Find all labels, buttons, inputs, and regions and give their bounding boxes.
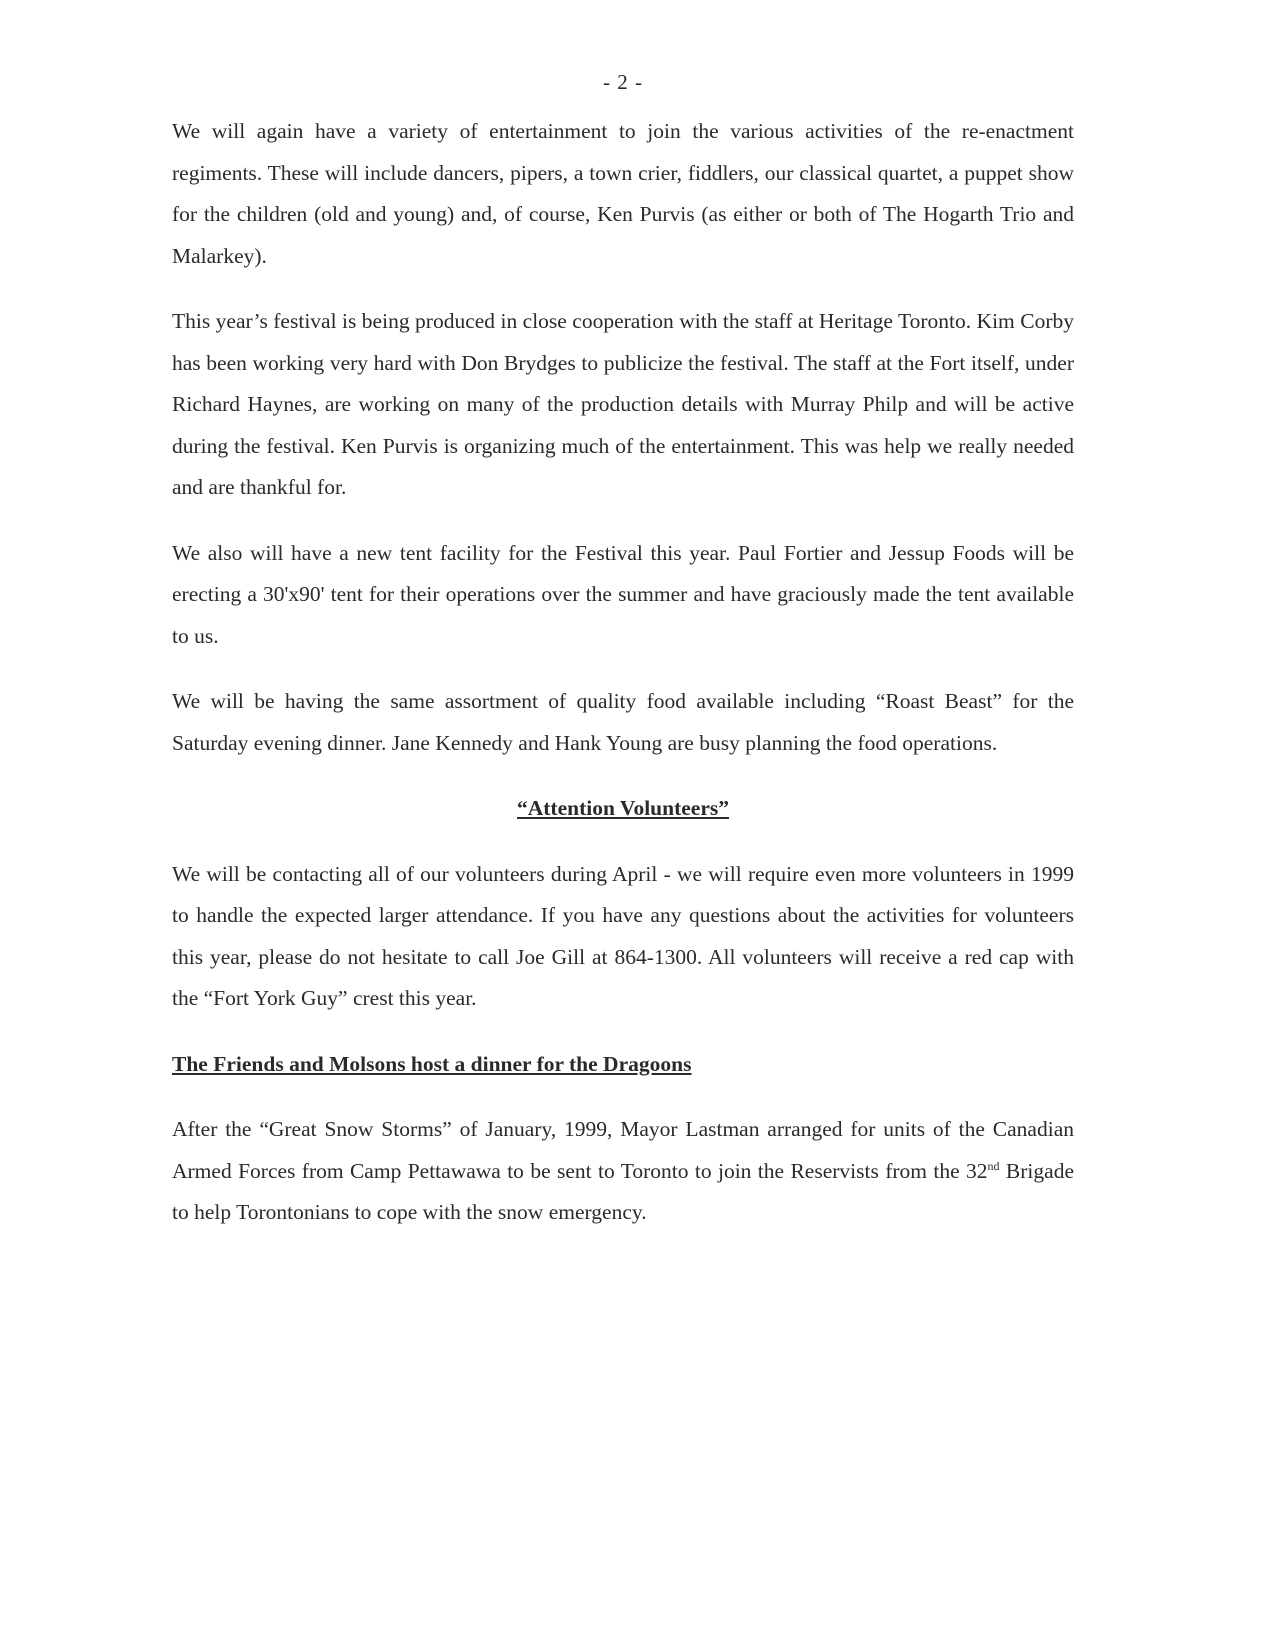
ordinal-suffix: nd: [987, 1158, 1000, 1173]
paragraph-food: We will be having the same assortment of quality food available including “Roast Beast” for the Saturday evening dinner. Jane Kennedy and Hank Young are busy planning the food operations.: [172, 689, 1074, 755]
page-number: - 2 -: [603, 70, 643, 94]
snow-storms-text: After the “Great Snow Storms” of January, 1999, Mayor Lastman arranged for units of the Canadian Armed Forces from Camp Pettawawa to be sent to Toronto to join the Reservists from the 32: [172, 1117, 1074, 1183]
paragraph-volunteers: We will be contacting all of our volunteers during April - we will require even more volunteers in 1999 to handle the expected larger attendance. If you have any questions about the activities for volunteers this year, please do not hesitate to call Joe Gill at 864-1300. All volunteers will receive a red cap with the “Fort York Guy” crest this year.: [172, 861, 1074, 1010]
heading-attention-volunteers: “Attention Volunteers”: [516, 796, 730, 820]
document-page: [172, 70, 1074, 1258]
paragraph-snow-storms: [172, 1109, 1074, 1234]
paragraph-entertainment: We will again have a variety of entertainment to join the various activities of the re-enactment regiments. These will include dancers, pipers, a town crier, fiddlers, our classical quartet, a puppet show for the children (old and young) and, of course, Ken Purvis (as either or both of The Hogarth Trio and Malarkey).: [172, 119, 1074, 268]
paragraph-tent-facility: We also will have a new tent facility for the Festival this year. Paul Fortier and Jessup Foods will be erecting a 30'x90' tent for their operations over the summer and have graciously made the tent available to us.: [172, 540, 1074, 648]
snow-storms-text-end: Brigade to help Torontonians to cope with the snow emergency.: [172, 1158, 1074, 1224]
paragraph-festival-production: This year’s festival is being produced in close cooperation with the staff at Heritage Toronto. Kim Corby has been working very hard with Don Brydges to publicize the festival. The staff at the Fort itself, under Richard Haynes, are working on many of the production details with Murray Philp and will be active during the festival. Ken Purvis is organizing much of the entertainment. This was help we really needed and are thankful for.: [172, 309, 1074, 499]
heading-dragoons-dinner: The Friends and Molsons host a dinner for the Dragoons: [172, 1051, 692, 1076]
